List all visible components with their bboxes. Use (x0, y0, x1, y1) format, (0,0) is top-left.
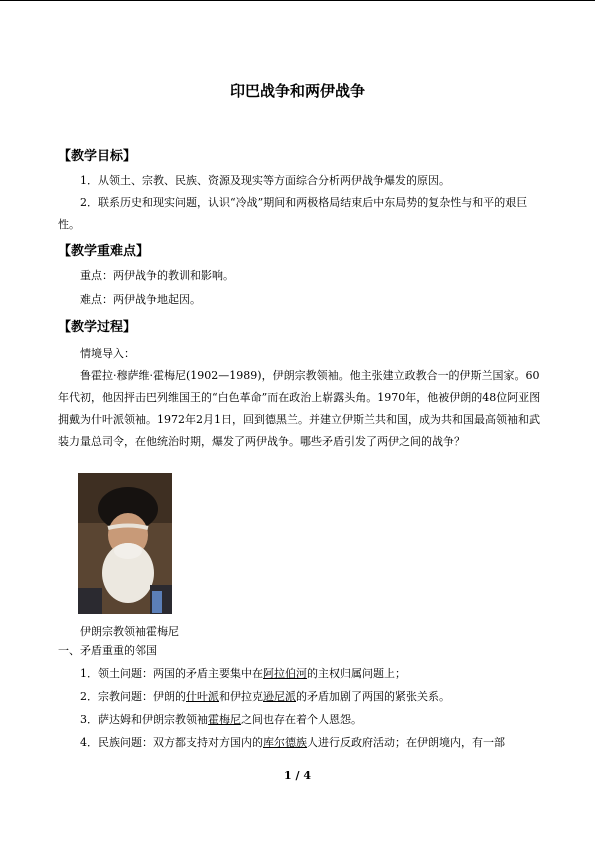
underlined-term: 逊尼派 (263, 690, 296, 703)
underlined-term: 阿拉伯河 (263, 667, 307, 680)
text: 2．宗教问题：伊朗的 (80, 690, 186, 703)
text: 和伊拉克 (219, 690, 263, 703)
text: 3．萨达姆和伊朗宗教领袖 (80, 713, 208, 726)
text: 的主权归属问题上； (307, 667, 406, 680)
portrait-illustration (78, 473, 172, 614)
section-heading-process: 【教学过程】 (58, 320, 137, 335)
cause-item-religion (80, 686, 550, 708)
goal-item-1: 1．从领土、宗教、民族、资源及现实等方面综合分析两伊战争爆发的原因。 (80, 174, 450, 187)
underlined-term: 霍梅尼 (208, 713, 241, 726)
cause-item-personal (80, 709, 550, 731)
cause-item-ethnic (80, 732, 550, 754)
intro-paragraph: 鲁霍拉·穆萨维·霍梅尼(1902—1989)，伊朗宗教领袖。他主张建立政教合一的伊斯兰国家。60年代初，他因抨击巴列维国王的“白色革命”而在政治上崭露头角。1970年，他被伊朗的48位阿亚图拥戴为什叶派领袖。1972年2月1日，回到德黑兰。并建立伊斯兰共和国，成为共和国最高领袖和武装力量总司令，在他统治时期，爆发了两伊战争。哪些矛盾引发了两伊之间的战争？ (58, 369, 541, 448)
text: 之间也存在着个人恩怨。 (241, 713, 362, 726)
subheading-neighbors: 一、矛盾重重的邻国 (58, 644, 157, 657)
text: 1．领土问题：两国的矛盾主要集中在 (80, 667, 263, 680)
document-title: 印巴战争和两伊战争 (229, 82, 365, 100)
text: 人进行反政府活动；在伊朗境内，有一部 (307, 736, 505, 749)
keypoint-difficulty: 难点：两伊战争地起因。 (80, 293, 201, 306)
khomeini-portrait-image (78, 473, 172, 614)
intro-label: 情境导入： (80, 347, 135, 360)
text: 4．民族问题：双方都支持对方国内的 (80, 736, 263, 749)
section-heading-keypoints: 【教学重难点】 (58, 244, 150, 259)
underlined-term: 什叶派 (186, 690, 219, 703)
keypoint-focus: 重点：两伊战争的教训和影响。 (80, 269, 234, 282)
cause-item-territory (80, 663, 550, 685)
section-heading-goals: 【教学目标】 (58, 149, 137, 164)
text: 的矛盾加剧了两国的紧张关系。 (296, 690, 450, 703)
goal-item-2: 2．联系历史和现实问题，认识“冷战”期间和两极格局结束后中东局势的复杂性与和平的艰巨性。 (58, 196, 528, 231)
page-number: 1 / 4 (284, 769, 311, 782)
underlined-term: 库尔德族 (263, 736, 307, 749)
photo-caption: 伊朗宗教领袖霍梅尼 (80, 625, 179, 638)
